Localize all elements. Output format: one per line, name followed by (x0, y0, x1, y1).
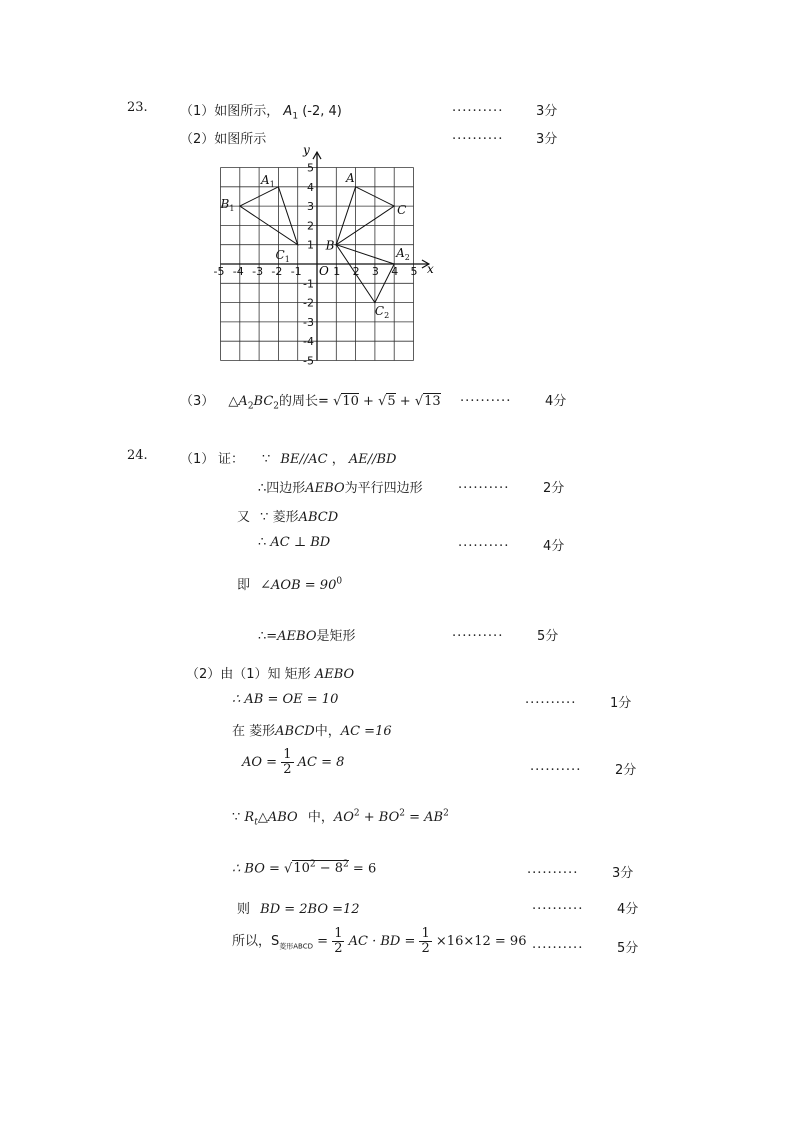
q24-dots-3: .......... (452, 625, 504, 640)
q23-part1-point-sub: 1 (292, 111, 299, 122)
point-a2-label-sub: 2 (404, 253, 410, 263)
y-tick-label: 1 (307, 238, 314, 252)
fraction-half (332, 927, 344, 956)
point-a2-label: $A_2$ (396, 246, 410, 263)
fraction-numerator: 1 (421, 926, 430, 941)
y-tick-label: 5 (307, 161, 314, 175)
point-a-label: A (345, 170, 355, 185)
origin-label: O (319, 264, 329, 278)
q24-dots-8: .......... (532, 937, 584, 952)
be-parallel-ac: BE//AC (280, 452, 328, 467)
q23-part1-score: 3分 (536, 104, 558, 119)
q23-part2-dots: .......... (452, 128, 504, 143)
sup: 2 (399, 808, 405, 819)
abcd-label-2: ABCD (275, 724, 315, 739)
sqrt-sign: √ (378, 394, 387, 409)
x-tick-label: 4 (391, 265, 399, 278)
q23-radicand-3: 13 (424, 394, 441, 409)
q23-part2-score: 3分 (536, 132, 558, 147)
q24-dots-5: .......... (530, 759, 582, 774)
q24-score-8: 5分 (617, 941, 639, 956)
radicand-10: 10 (293, 861, 310, 877)
q23-part3-score: 4分 (545, 394, 567, 409)
point-c2-label-sub: 2 (384, 311, 390, 321)
point-b-label: B (325, 238, 335, 253)
part2-text: （2）由（1）知 矩形 (186, 667, 311, 682)
q24-dots-1: .......... (458, 477, 510, 492)
q24-line3 (237, 506, 338, 525)
sup: 2 (443, 808, 449, 819)
fraction-denominator: 2 (421, 941, 430, 956)
q24-rt-line (232, 806, 449, 828)
because-symbol: ∵ (232, 810, 241, 825)
q24-ab-oe: ∴ AB = OE = 10 (232, 692, 339, 707)
point-c1-label: $C_1$ (275, 248, 290, 265)
bo-rhs: = 6 (348, 861, 377, 877)
sqrt-sign: √ (284, 861, 293, 877)
x-tick-label: -2 (271, 265, 283, 278)
fraction-denominator: 2 (283, 762, 292, 777)
sqrt-sign: √ (414, 394, 424, 409)
parallelogram-text: 为平行四边形 (344, 481, 423, 496)
comma: ， (331, 452, 345, 467)
pythagoras-bo: + BO (359, 810, 400, 825)
ze-text: 则 (237, 902, 251, 917)
q23-part3-triangle: △A (228, 394, 248, 409)
point-c2-label: $C_2$ (374, 304, 390, 321)
fraction-half (419, 927, 431, 956)
fraction-numerator: 1 (283, 747, 292, 762)
q24-line6 (258, 625, 356, 644)
point-b1-label-sub: 1 (229, 204, 235, 214)
sup: 2 (343, 860, 349, 870)
abcd-label: ABCD (298, 510, 339, 525)
aebo-rect-label: =AEBO (266, 629, 317, 644)
bo-radicand (292, 860, 348, 876)
y-tick-label: -2 (303, 296, 314, 310)
q24-line5 (237, 574, 342, 593)
q23-part1-coords: (-2, 4) (302, 104, 342, 119)
again-text: 又 (237, 510, 251, 525)
q24-score-5: 2分 (615, 763, 637, 778)
point-b1-label: $B_1$ (220, 197, 235, 214)
q24-prove-label: 证： (218, 452, 245, 467)
ao-rhs: AC = 8 (297, 755, 345, 770)
in-rhombus-text: 在 菱形 (232, 724, 276, 739)
q23-part3-triangle-mid: BC (253, 394, 274, 409)
area-mid: AC · BD = (348, 934, 420, 949)
q23-part1-point: A (283, 104, 293, 119)
rhombus-text: 菱形 (272, 510, 299, 525)
y-tick-label: -5 (303, 354, 314, 368)
q23-part3-sub1: 2 (247, 401, 254, 412)
x-tick-label: -3 (252, 265, 264, 278)
y-tick-label: -3 (303, 315, 314, 329)
q24-score-4: 1分 (610, 696, 632, 711)
x-tick-label: 5 (410, 265, 418, 278)
q24-score-1: 2分 (543, 481, 565, 496)
grid-labels (214, 143, 435, 368)
angle-aob: ∠AOB = 90 (260, 578, 337, 593)
degree-sup: 0 (336, 576, 343, 587)
bd-equation: BD = 2BO =12 (260, 902, 360, 917)
sup: 2 (353, 808, 360, 819)
q23-part1-label: （1）如图所示， (180, 104, 280, 119)
point-c1-label-sub: 1 (284, 255, 290, 265)
q23-part3-dots: .......... (460, 390, 512, 405)
fraction-denominator: 2 (334, 941, 343, 956)
x-tick-label: 1 (333, 265, 341, 278)
q23-radicand-1: 10 (342, 394, 359, 409)
rt-label: R (244, 810, 255, 825)
triangle-a2bc2 (336, 245, 394, 303)
q24-in-rhombus-line (232, 720, 392, 739)
x-tick-label: -5 (213, 265, 225, 278)
q23-radicand-2: 5 (387, 394, 396, 409)
ac-perp-bd: AC ⊥ BD (270, 535, 331, 550)
point-c-label: C (397, 202, 407, 217)
y-tick-label: 2 (307, 219, 314, 233)
because-symbol: ∵ (260, 510, 269, 525)
rt-triangle: △ABO (257, 810, 298, 825)
q24-number: 24. (127, 448, 148, 463)
q24-ao-line (242, 748, 344, 777)
y-tick-label: -4 (303, 335, 314, 349)
triangle-abc (336, 187, 394, 245)
fraction-half (281, 748, 293, 777)
y-tick-label: 4 (307, 180, 314, 194)
area-result: ×16×12 = 96 (435, 934, 527, 949)
q24-area-line (232, 927, 526, 956)
sqrt-sign: √ (333, 394, 342, 409)
fraction-numerator: 1 (334, 926, 343, 941)
q23-part3-text: 的周长= (279, 394, 329, 409)
q24-score-6: 3分 (612, 866, 634, 881)
area-equals: = (313, 934, 333, 949)
q24-bd-line (237, 898, 360, 917)
plus-sign: + (358, 394, 379, 409)
zhong-text: 中， (314, 724, 341, 739)
ji-text: 即 (237, 578, 251, 593)
q24-line4 (258, 535, 330, 550)
ac-equals-16: AC =16 (340, 724, 392, 739)
ae-parallel-bd: AE//BD (348, 452, 397, 467)
therefore-quadrilateral: ∴四边形 (258, 481, 306, 496)
because-symbol: ∵ (262, 452, 271, 467)
x-axis-label: x (427, 262, 434, 276)
aebo-label: AEBO (305, 481, 345, 496)
pythagoras-ao: AO (333, 810, 354, 825)
coordinate-grid-figure (212, 142, 442, 370)
q23-part3-sub2: 2 (273, 401, 280, 412)
q24-score-2: 4分 (543, 539, 565, 554)
rt-zhong: 中， (307, 810, 334, 825)
q24-line1 (262, 448, 396, 467)
q24-dots-4: .......... (525, 692, 577, 707)
ao-lhs: AO = (242, 755, 278, 770)
is-rectangle-text: 是矩形 (316, 629, 356, 644)
x-tick-label: 3 (371, 265, 379, 278)
q24-dots-7: .......... (532, 898, 584, 913)
y-tick-label: -1 (303, 277, 314, 291)
bo-lhs: ∴ BO = (232, 861, 280, 877)
q24-part1-label: （1） (180, 452, 215, 467)
plus-sign: + (395, 394, 415, 409)
sup: 2 (309, 860, 316, 870)
x-tick-label: 2 (352, 265, 360, 278)
q23-part3 (180, 390, 441, 412)
rt-sub: t (254, 817, 258, 828)
point-a1-label-sub: 1 (269, 179, 275, 189)
q23-part2-label: （2）如图所示 (180, 132, 267, 147)
q24-dots-2: .......... (458, 535, 510, 550)
aebo-label-2: AEBO (314, 667, 355, 682)
area-subscript: 菱形ABCD (279, 942, 314, 951)
q24-score-7: 4分 (617, 902, 639, 917)
q23-number: 23. (127, 100, 148, 115)
therefore-symbol: ∴ (258, 629, 267, 644)
q24-bo-line (232, 860, 376, 876)
y-axis-label: y (303, 142, 310, 157)
q23-part1 (180, 100, 342, 122)
y-tick-label: 3 (307, 200, 314, 214)
q24-part2-label (186, 663, 354, 682)
x-tick-label: -1 (290, 265, 302, 278)
q24-line2 (258, 477, 423, 496)
therefore-symbol: ∴ (258, 535, 267, 550)
q24-score-3: 5分 (537, 629, 559, 644)
q23-part3-label: （3） (180, 394, 215, 409)
suoyi-text: 所以，S (232, 934, 280, 949)
q23-part1-dots: .......... (452, 100, 504, 115)
radicand-minus-8: − 8 (315, 861, 344, 877)
pythagoras-ab: = AB (404, 810, 444, 825)
x-tick-label: -4 (232, 265, 244, 278)
q24-dots-6: .......... (527, 862, 579, 877)
triangle-a1b1c1 (240, 187, 298, 245)
point-a1-label: $A_1$ (261, 172, 275, 189)
